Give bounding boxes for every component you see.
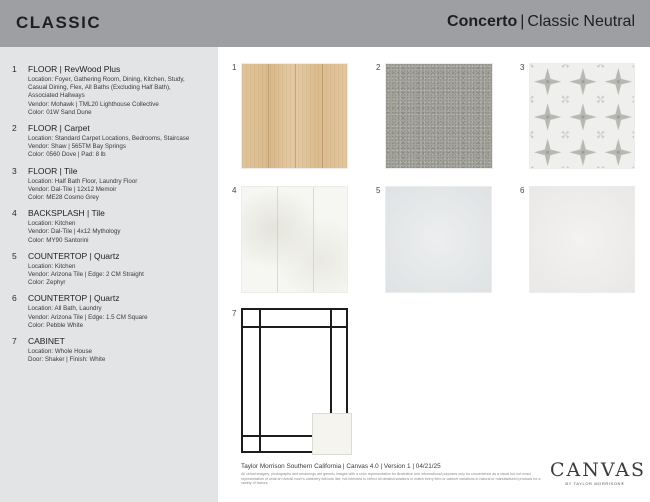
spec-detail-line: Door: Shaker | Finish: White bbox=[28, 356, 106, 364]
spec-detail-line: Location: Kitchen bbox=[28, 220, 76, 228]
logo-subtitle: BY TAYLOR MORRISON® bbox=[565, 481, 625, 486]
swatch-label-1: 1 bbox=[232, 63, 237, 72]
spec-detail-line: Location: Standard Carpet Locations, Bedrooms, Staircase bbox=[28, 135, 190, 143]
spec-detail-line: Associated Hallways bbox=[28, 92, 85, 100]
spec-item bbox=[12, 166, 216, 203]
spec-body bbox=[28, 336, 216, 364]
spec-item bbox=[12, 251, 216, 288]
spec-body bbox=[28, 123, 216, 160]
spec-number: 6 bbox=[12, 293, 17, 304]
collection-name: Concerto bbox=[447, 13, 518, 30]
spec-number: 1 bbox=[12, 64, 17, 74]
spec-title: FLOOR | RevWood Plus bbox=[28, 64, 121, 74]
footer bbox=[241, 463, 541, 486]
spec-sidebar bbox=[0, 47, 218, 502]
spec-number: 4 bbox=[12, 208, 17, 219]
spec-detail-line: Color: Zephyr bbox=[28, 279, 66, 287]
spec-title: COUNTERTOP | Quartz bbox=[28, 293, 120, 304]
header-bar bbox=[0, 0, 650, 47]
spec-detail-line: Vendor: Dal-Tile | 4x12 Mythology bbox=[28, 228, 121, 236]
spec-detail-line: Vendor: Arizona Tile | Edge: 1.5 CM Square bbox=[28, 313, 148, 321]
swatch-label-7: 7 bbox=[232, 309, 237, 318]
spec-detail-line: Vendor: Mohawk | TML20 Lighthouse Collective bbox=[28, 100, 159, 108]
quartz-pebble-swatch bbox=[529, 186, 635, 293]
spec-item bbox=[12, 123, 216, 160]
spec-detail-line: Location: Kitchen bbox=[28, 262, 76, 270]
spec-number: 3 bbox=[12, 165, 17, 176]
brand-title: CLASSIC bbox=[16, 13, 102, 32]
swatch-label-5: 5 bbox=[376, 186, 381, 195]
spec-detail-line: Vendor: Dal-Tile | 12x12 Memoir bbox=[28, 185, 117, 193]
spec-detail-line: Color: 0560 Dove | Pad: 8 lb bbox=[28, 151, 106, 159]
spec-body bbox=[28, 208, 216, 245]
spec-detail-line: Color: MY90 Santorini bbox=[28, 236, 89, 244]
swatch-label-3: 3 bbox=[520, 63, 525, 72]
spec-item bbox=[12, 64, 216, 117]
spec-item bbox=[12, 336, 216, 364]
collection-title bbox=[447, 13, 635, 31]
spec-number: 5 bbox=[12, 250, 17, 261]
spec-title: CABINET bbox=[28, 336, 65, 347]
spec-detail-line: Location: Half Bath Floor, Laundry Floor bbox=[28, 177, 138, 185]
spec-detail-line: Location: Foyer, Gathering Room, Dining, Kitchen, Study, bbox=[28, 76, 185, 83]
star-tile-pattern bbox=[530, 64, 635, 169]
wood-floor-swatch bbox=[241, 63, 348, 169]
spec-title: FLOOR | Carpet bbox=[28, 123, 90, 134]
title-separator: | bbox=[520, 13, 525, 30]
spec-detail-line: Location: Whole House bbox=[28, 348, 92, 356]
plank-seam bbox=[268, 64, 269, 168]
swatch-label-6: 6 bbox=[520, 186, 525, 195]
swatch-label-2: 2 bbox=[376, 63, 381, 72]
star-tile-swatch bbox=[529, 63, 635, 169]
spec-body bbox=[28, 293, 216, 330]
tile-joint bbox=[313, 187, 314, 292]
spec-title: COUNTERTOP | Quartz bbox=[28, 250, 120, 261]
spec-number: 2 bbox=[12, 123, 17, 134]
spec-number: 7 bbox=[12, 336, 17, 347]
spec-detail-line: Vendor: Shaw | 565TM Bay Springs bbox=[28, 143, 126, 151]
spec-title: FLOOR | Tile bbox=[28, 165, 78, 176]
spec-body bbox=[28, 251, 216, 288]
quartz-zephyr-swatch bbox=[385, 186, 492, 293]
spec-body bbox=[28, 166, 216, 203]
spec-detail-line: Casual Dining, Flex, All Baths (Excluding Half Bath), bbox=[28, 84, 171, 92]
spec-item bbox=[12, 208, 216, 245]
spec-detail-line: Location: All Bath, Laundry bbox=[28, 305, 102, 313]
footer-disclaimer: All virtual imagery, photographs and renderings are generic images with a color representation for illustrative and informational purposes only for convenience as a visual but not exact representation of what an overall room's cabinetry will look like; not intended to reflect all details/variations in match every item or cabinet variations in natural or manufactured products for a variety of factors. bbox=[241, 472, 541, 486]
canvas-logo bbox=[550, 459, 647, 494]
footer-title: Taylor Morrison Southern California | Canvas 4.0 | Version 1 | 04/21/25 bbox=[241, 463, 441, 470]
cabinet-finish-swatch bbox=[312, 413, 352, 455]
scheme-name: Classic Neutral bbox=[527, 13, 635, 30]
spec-detail-line: Color: 01W Sand Dune bbox=[28, 108, 92, 116]
tile-joint bbox=[277, 187, 278, 292]
swatch-label-4: 4 bbox=[232, 186, 237, 195]
spec-body bbox=[28, 64, 216, 117]
spec-detail-line: Vendor: Arizona Tile | Edge: 2 CM Straight bbox=[28, 271, 144, 279]
spec-detail-line: Color: Pebble White bbox=[28, 321, 84, 329]
plank-seam bbox=[322, 64, 323, 168]
carpet-swatch bbox=[385, 63, 493, 169]
spec-title: BACKSPLASH | Tile bbox=[28, 208, 105, 219]
logo-wordmark: CANVAS bbox=[550, 459, 647, 481]
cabinet-left-stile bbox=[259, 310, 261, 451]
plank-seam bbox=[295, 64, 296, 168]
spec-list bbox=[12, 64, 216, 370]
backsplash-swatch bbox=[241, 186, 348, 293]
spec-item bbox=[12, 293, 216, 330]
spec-detail-line: Color: ME28 Cosmo Grey bbox=[28, 194, 99, 202]
